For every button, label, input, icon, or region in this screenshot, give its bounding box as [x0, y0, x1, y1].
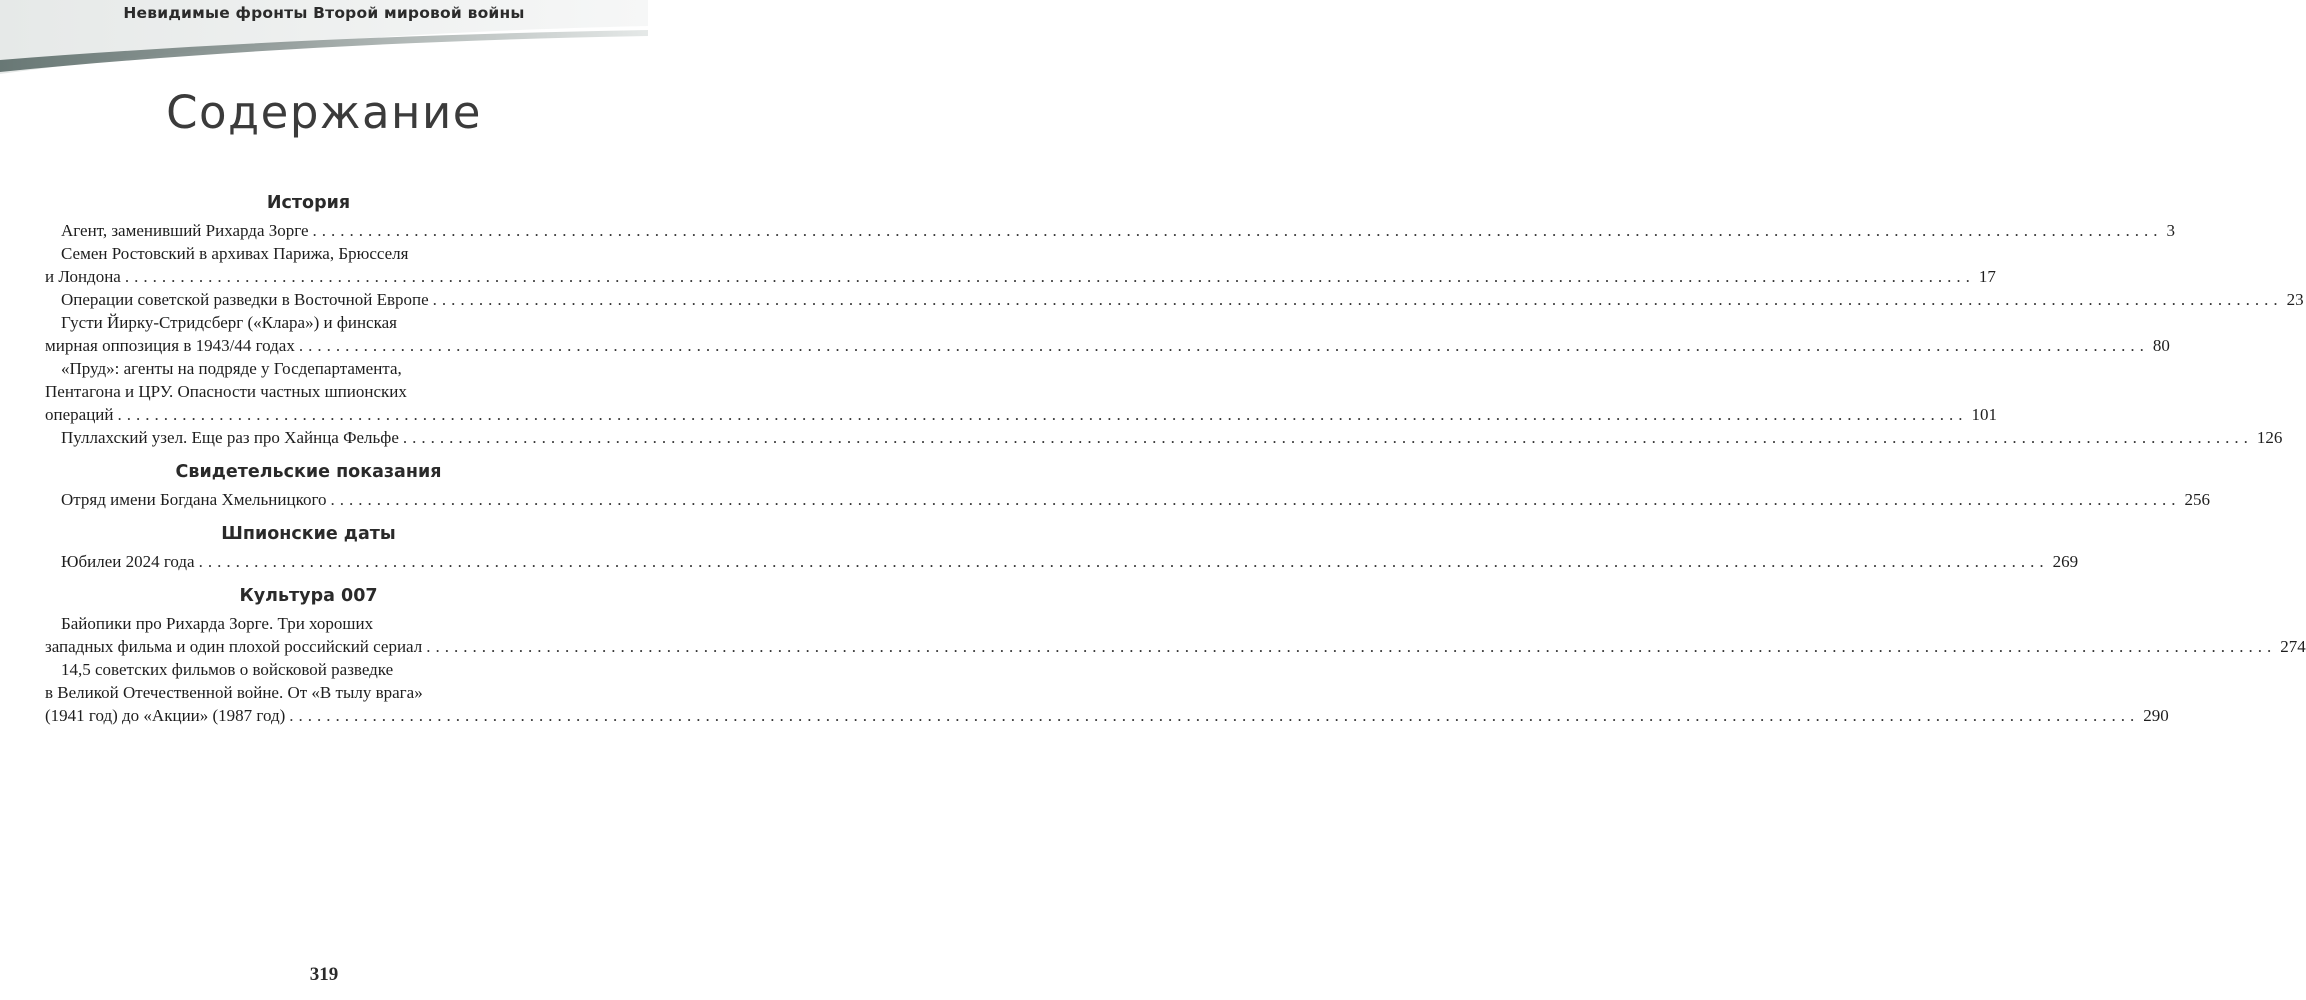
dot-leader: ........................................................................................................................................................................................................ [289, 706, 2140, 725]
entry-title-line: операций [45, 405, 114, 424]
dot-leader: ........................................................................................................................................................................................................ [198, 552, 2049, 571]
entry-title-line: Агент, заменивший Рихарда Зорге [61, 221, 309, 240]
toc-entry[interactable] [45, 357, 1997, 426]
entry-title-line: «Пруд»: агенты на подряде у Госдепартамента, [61, 359, 402, 378]
dot-leader: ........................................................................................................................................................................................................ [330, 490, 2181, 509]
dot-leader: ........................................................................................................................................................................................................ [298, 336, 2149, 355]
toc-entry[interactable] [45, 242, 1996, 288]
entry-last-line [45, 488, 2211, 511]
entry-title-line: 14,5 советских фильмов о войсковой разведке [61, 660, 394, 679]
header-band [0, 0, 648, 80]
entry-page-number: 80 [2152, 336, 2170, 355]
toc-entry[interactable] [45, 311, 2170, 357]
entry-last-line [45, 550, 2079, 573]
dot-leader: ........................................................................................................................................................................................................ [117, 405, 1968, 424]
page-title: Содержание [166, 86, 482, 139]
running-head: Невидимые фронты Второй мировой войны [123, 4, 525, 22]
toc-entry[interactable] [45, 219, 2176, 242]
toc-entry[interactable] [45, 612, 2306, 658]
section-title: Шпионские даты [221, 524, 396, 544]
entry-page-number: 17 [1978, 267, 1996, 286]
entry-title-line: Байопики про Рихарда Зорге. Три хороших [61, 614, 374, 633]
toc-entry[interactable] [45, 488, 2211, 511]
toc-entry[interactable] [45, 550, 2079, 573]
entry-title-line: (1941 год) до «Акции» (1987 год) [45, 706, 286, 725]
section-title: История [266, 193, 351, 213]
dot-leader: ........................................................................................................................................................................................................ [402, 428, 2253, 447]
entry-page-number: 23 [2286, 290, 2304, 309]
entry-page-number: 101 [1971, 405, 1997, 424]
toc-section [45, 522, 2079, 573]
entry-page-number: 126 [2256, 428, 2283, 447]
entry-title-line: Юбилеи 2024 года [61, 552, 195, 571]
table-of-contents [45, 191, 2306, 738]
entry-last-line [45, 635, 2306, 658]
entry-last-line [45, 219, 2176, 242]
dot-leader: ........................................................................................................................................................................................................ [426, 637, 2277, 656]
entry-title-line: и Лондона [45, 267, 121, 286]
entry-title-line: в Великой Отечественной войне. От «В тылу врага» [45, 683, 423, 702]
toc-section [45, 191, 2304, 449]
entry-last-line [45, 403, 1997, 426]
dot-leader: ........................................................................................................................................................................................................ [432, 290, 2283, 309]
entry-last-line [45, 288, 2304, 311]
entry-page-number: 269 [2052, 552, 2079, 571]
entry-page-number: 256 [2184, 490, 2211, 509]
entry-title-line: Отряд имени Богдана Хмельницкого [61, 490, 327, 509]
entry-title-line: Пуллахский узел. Еще раз про Хайнца Фельфе [61, 428, 399, 447]
section-title: Культура 007 [239, 586, 378, 606]
entry-title-line: Семен Ростовский в архивах Парижа, Брюсселя [61, 244, 409, 263]
toc-entry[interactable] [45, 288, 2304, 311]
dot-leader: ........................................................................................................................................................................................................ [124, 267, 1975, 286]
entry-last-line [45, 704, 2169, 727]
entry-title-line: мирная оппозиция в 1943/44 годах [45, 336, 295, 355]
entry-page-number: 3 [2166, 221, 2176, 240]
entry-last-line [45, 265, 1996, 288]
entry-last-line [45, 426, 2283, 449]
entry-title-line: западных фильма и один плохой российский сериал [45, 637, 423, 656]
toc-section [45, 460, 2211, 511]
dot-leader: ........................................................................................................................................................................................................ [312, 221, 2163, 240]
section-title: Свидетельские показания [175, 462, 442, 482]
entry-title-line: Густи Йирку-Стридсберг («Клара») и финская [61, 313, 397, 332]
entry-page-number: 290 [2143, 706, 2169, 725]
entry-title-line: Пентагона и ЦРУ. Опасности частных шпионских [45, 382, 407, 401]
entry-page-number: 274 [2280, 637, 2306, 656]
entry-last-line [45, 334, 2170, 357]
toc-section [45, 584, 2306, 727]
toc-entry[interactable] [45, 658, 2169, 727]
toc-entry[interactable] [45, 426, 2283, 449]
page-number: 319 [309, 964, 339, 985]
entry-title-line: Операции советской разведки в Восточной Европе [61, 290, 429, 309]
